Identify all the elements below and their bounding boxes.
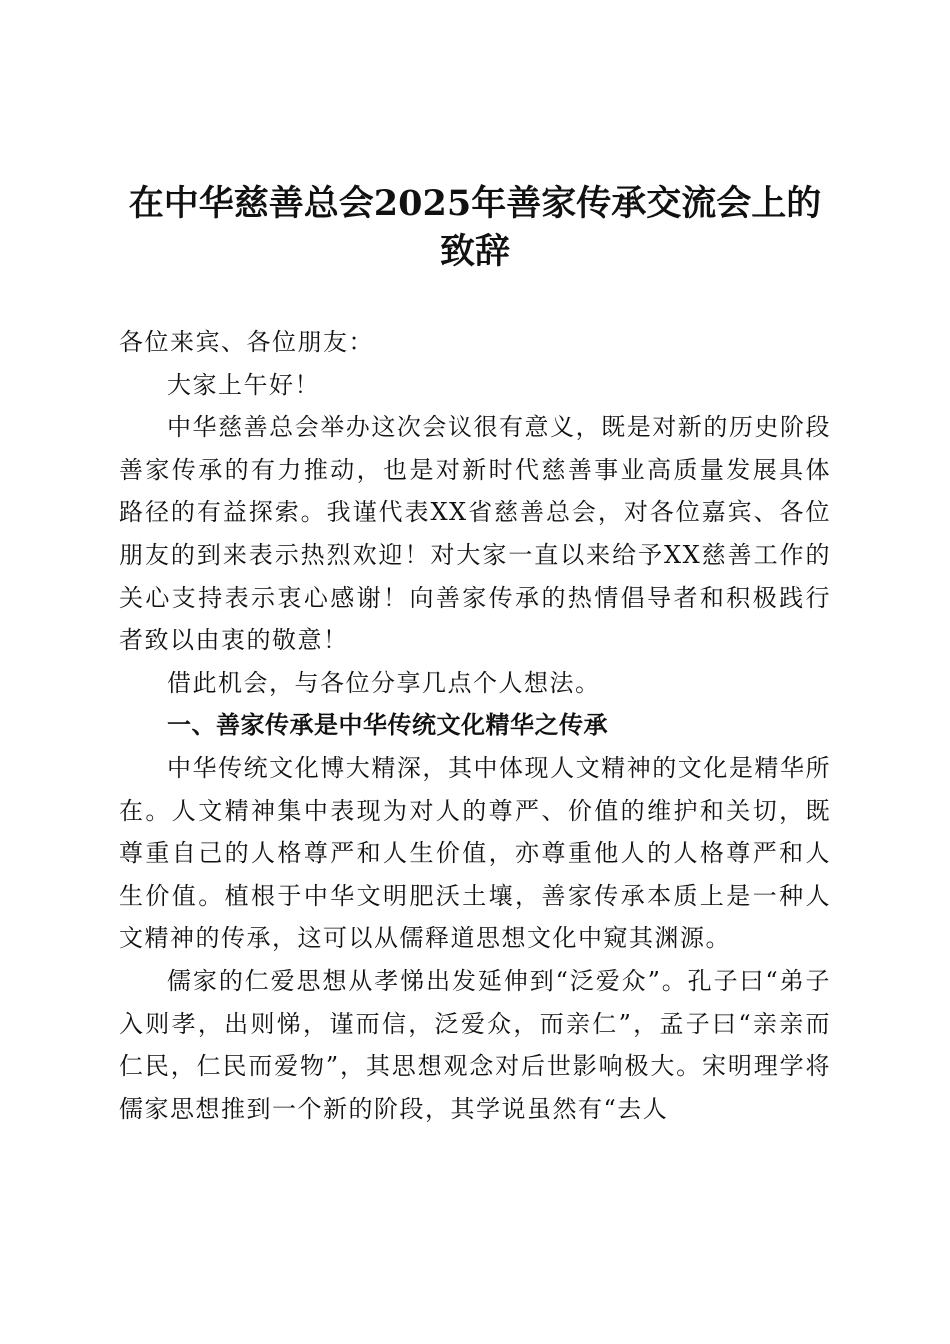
paragraph-3: 中华传统文化博大精深，其中体现人文精神的文化是精华所在。人文精神集中表现为对人的尊严、价值的维护和关切，既尊重自己的人格尊严和人生价值，亦尊重他人的人格尊严和人生价值。植根于中华文明肥沃土壤，善家传承本质上是一种人文精神的传承，这可以从儒释道思想文化中窥其渊源。	[119, 753, 831, 953]
greeting: 大家上午好！	[167, 370, 320, 399]
salutation: 各位来宾、各位朋友：	[119, 328, 374, 356]
paragraph-1: 中华慈善总会举办这次会议很有意义，既是对新的历史阶段善家传承的有力推动，也是对新时代慈善事业高质量发展具体路径的有益探索。我谨代表XX省慈善总会，对各位嘉宾、各位朋友的到来表示热烈欢迎！对大家一直以来给予XX慈善工作的关心支持表示衷心感谢！向善家传承的热情倡导者和积极践行者致以由衷的敬意！	[119, 413, 831, 655]
document-body	[119, 321, 831, 1130]
document-title	[100, 180, 850, 276]
title-line-1: 在中华慈善总会2025年善家传承交流会上的	[128, 183, 822, 224]
paragraph-4: 儒家的仁爱思想从孝悌出发延伸到“泛爱众”。孔子曰“弟子入则孝，出则悌，谨而信，泛爱众，而亲仁”，孟子曰“亲亲而仁民，仁民而爱物”，其思想观念对后世影响极大。宋明理学将儒家思想推到一个新的阶段，其学说虽然有“去人	[119, 966, 831, 1123]
section-heading-1: 一、善家传承是中华传统文化精华之传承	[167, 711, 608, 740]
title-line-2: 致辞	[439, 231, 510, 272]
paragraph-2: 借此机会，与各位分享几点个人想法。	[167, 668, 601, 697]
